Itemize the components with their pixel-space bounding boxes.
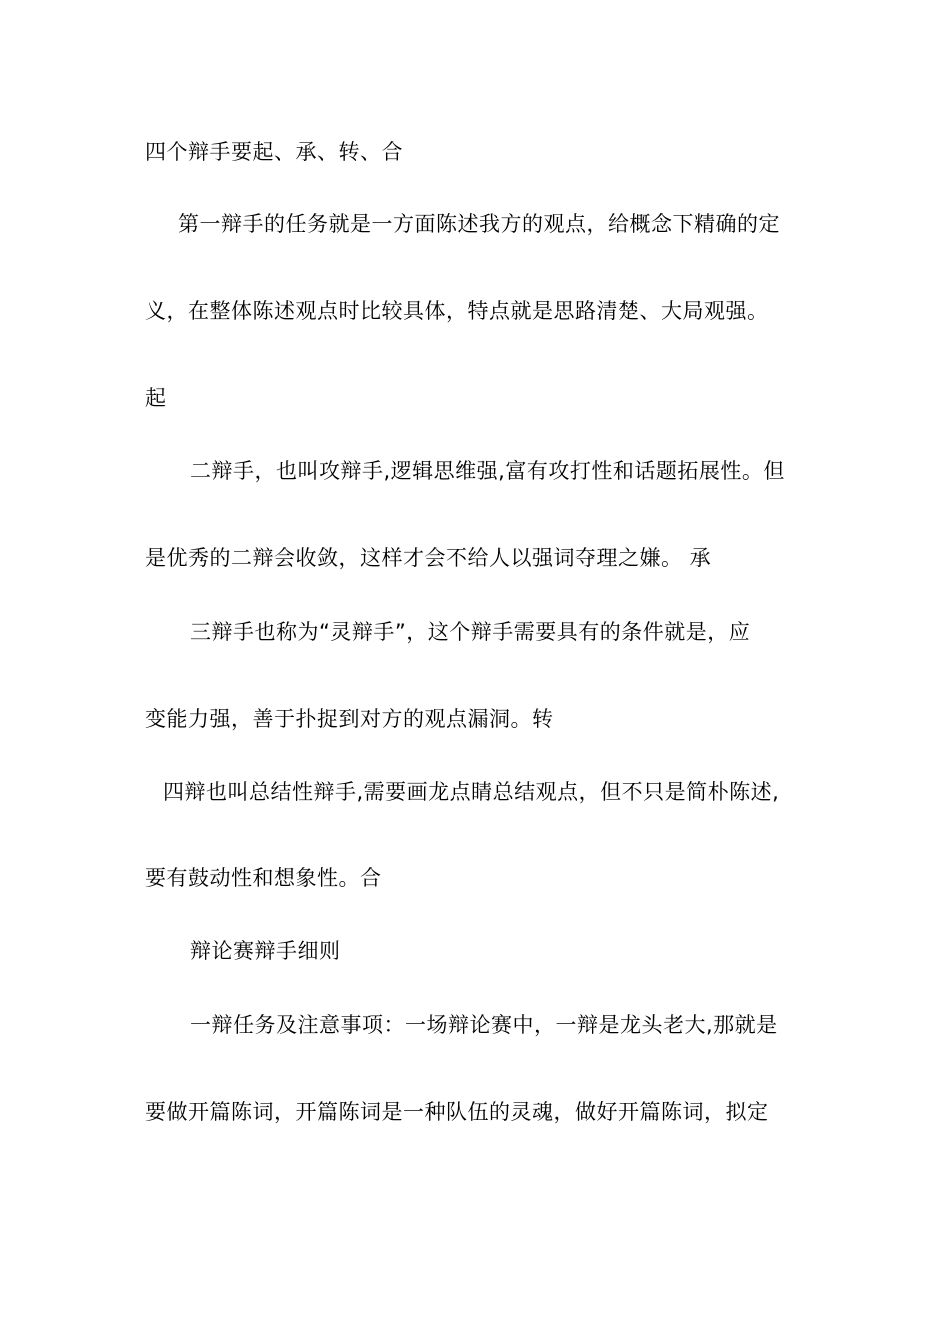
paragraph-line: 变能力强，善于扑捉到对方的观点漏洞。转 [145, 707, 554, 731]
paragraph-line: 要做开篇陈词，开篇陈词是一种队伍的灵魂，做好开篇陈词，拟定 [145, 1100, 769, 1124]
paragraph-line: 四辩也叫总结性辩手,需要画龙点睛总结观点，但不只是简朴陈述, [163, 780, 780, 804]
paragraph-line: 三辩手也称为“灵辩手”，这个辩手需要具有的条件就是，应 [190, 620, 751, 644]
section-heading: 四个辩手要起、承、转、合 [145, 140, 403, 164]
paragraph-line: 要有鼓动性和想象性。合 [145, 866, 382, 890]
paragraph-line: 是优秀的二辩会收敛，这样才会不给人以强词夺理之嫌。 承 [145, 546, 712, 570]
paragraph-line: 一辩任务及注意事项：一场辩论赛中，一辩是龙头老大,那就是 [190, 1013, 778, 1037]
paragraph-line: 义，在整体陈述观点时比较具体，特点就是思路清楚、大局观强。 [145, 299, 769, 323]
subsection-heading: 辩论赛辩手细则 [190, 939, 341, 963]
paragraph-line: 第一辩手的任务就是一方面陈述我方的观点，给概念下精确的定 [178, 212, 780, 236]
paragraph-line: 二辩手，也叫攻辩手,逻辑思维强,富有攻打性和话题拓展性。但 [190, 459, 785, 483]
paragraph-line: 起 [145, 386, 167, 410]
